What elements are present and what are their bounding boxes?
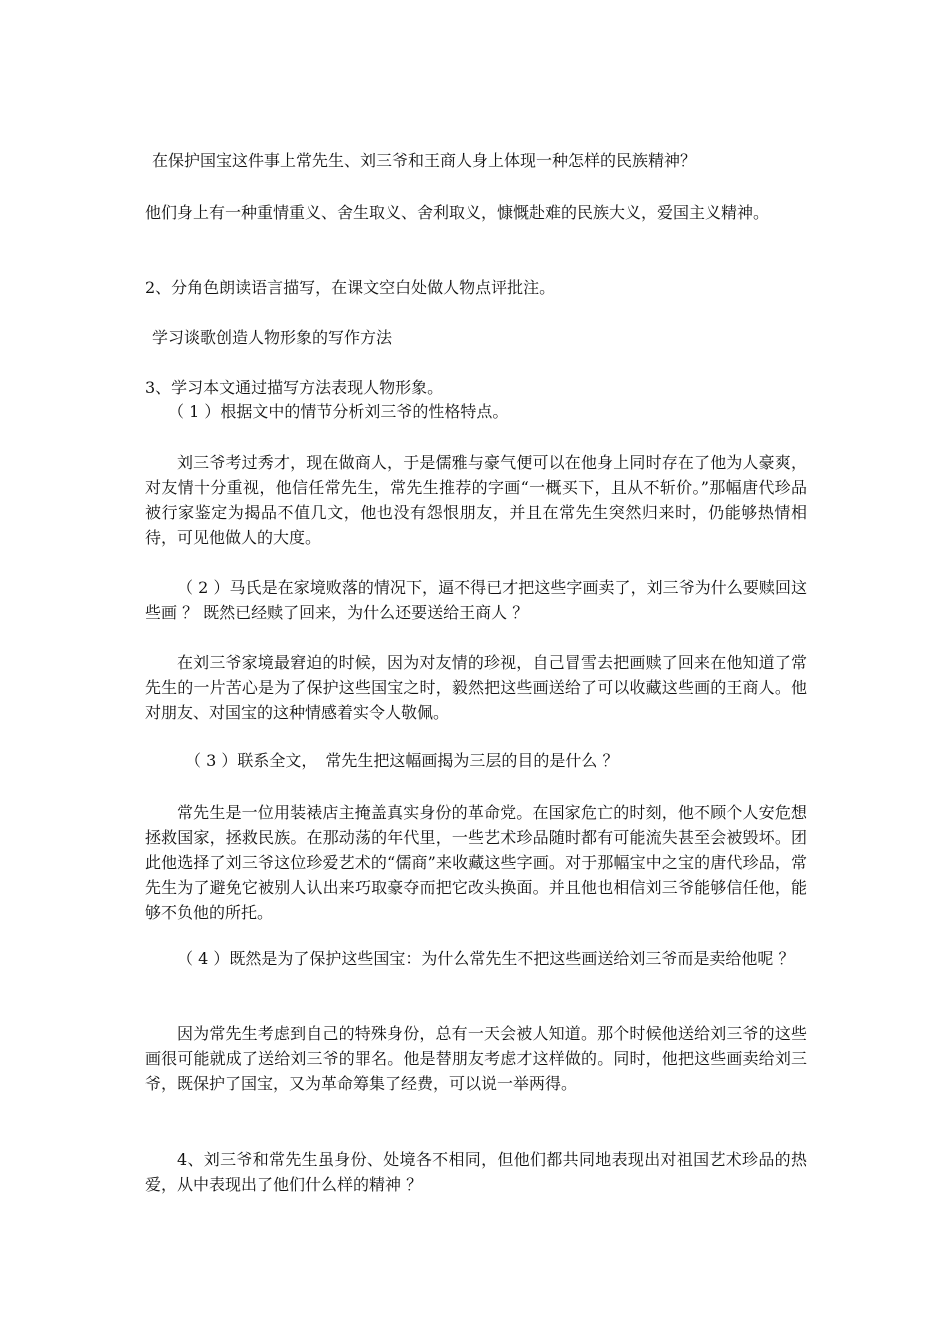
answer-1: 刘三爷考过秀才，现在做商人，于是儒雅与豪气便可以在他身上同时存在了他为人豪爽，对友情十分重视，他信任常先生，常先生推荐的字画“一概买下，且从不斩价。”那幅唐代珍品被行家鉴定为揭品不值几文，他也没有怨恨朋友，并且在常先生突然归来时，仍能够热情相待，可见他做人的大度。 — [145, 453, 807, 547]
task-4: 4、刘三爷和常先生虽身份、处境各不相同，但他们都共同地表现出对祖国艺术珍品的热爱，从中表现出了他们什么样的精神 ？ — [145, 1150, 807, 1194]
answer-2: 在刘三爷家境最窘迫的时候，因为对友情的珍视，自己冒雪去把画赎了回来在他知道了常先生的一片苦心是为了保护这些国宝之时，毅然把这些画送给了可以收藏这些画的王商人。他对朋友、对国宝的这种情感着实令人敬佩。 — [145, 653, 807, 722]
task-3: 3、学习本文通过描写方法表现人物形象。 — [145, 378, 444, 397]
task-2: 2、分角色朗读语言描写，在课文空白处做人物点评批注。 — [145, 278, 556, 297]
question-national-spirit: 在保护国宝这件事上常先生、刘三爷和王商人身上体现一种怎样的民族精神？ — [152, 151, 697, 170]
answer-4: 因为常先生考虑到自己的特殊身份，总有一天会被人知道。那个时候他送给刘三爷的这些画很可能就成了送给刘三爷的罪名。他是替朋友考虑才这样做的。同时，他把这些画卖给刘三爷，既保护了国宝，又为革命筹集了经费，可以说一举两得。 — [145, 1024, 807, 1093]
question-4: （ 4 ）既然是为了保护这些国宝：为什么常先生不把这些画送给刘三爷而是卖给他呢 ？ — [177, 949, 795, 968]
answer-3: 常先生是一位用装裱店主掩盖真实身份的革命党。在国家危亡的时刻，他不顾个人安危想拯救国家，拯救民族。在那动荡的年代里，一些艺术珍品随时都有可能流失甚至会被毁坏。团此他选择了刘三爷这位珍爱艺术的“儒商”来收藏这些字画。对于那幅宝中之宝的唐代珍品，常先生为了避免它被别人认出来巧取豪夺而把它改头换面。并且他也相信刘三爷能够信任他，能够不负他的所托。 — [145, 803, 807, 922]
section-heading: 学习谈歌创造人物形象的写作方法 — [152, 328, 393, 347]
question-1: （ 1 ）根据文中的情节分析刘三爷的性格特点。 — [168, 402, 509, 421]
question-2: （ 2 ）马氏是在家境败落的情况下，逼不得已才把这些字画卖了，刘三爷为什么要赎回这些画 ？ 既然已经赎了回来，为什么还要送给王商人 ？ — [145, 578, 807, 622]
question-3: （ 3 ）联系全文， 常先生把这幅画揭为三层的目的是什么 ？ — [185, 751, 619, 770]
answer-national-spirit: 他们身上有一种重情重义、舍生取义、舍利取义，慷慨赴难的民族大义，爱国主义精神。 — [145, 203, 770, 222]
